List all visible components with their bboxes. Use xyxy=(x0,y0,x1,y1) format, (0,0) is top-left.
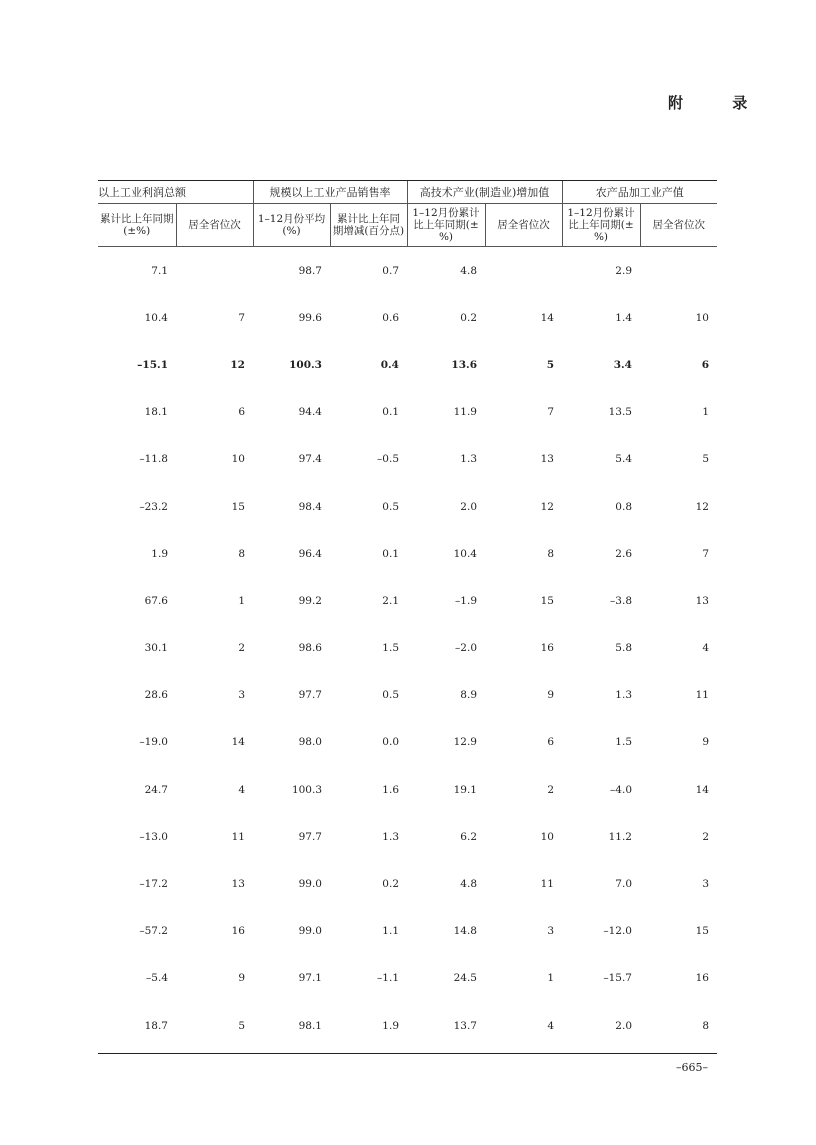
table-cell: –0.5 xyxy=(377,453,399,466)
table-cell: 14 xyxy=(540,311,554,324)
table-cell: 9 xyxy=(702,736,709,749)
table-cell: 1 xyxy=(547,972,554,985)
table-cell: 98.6 xyxy=(298,642,322,655)
table-cell: 0.2 xyxy=(460,311,477,324)
table-cell: 10 xyxy=(695,311,709,324)
table-cell: –17.2 xyxy=(139,878,168,891)
table-cell: 8 xyxy=(702,1019,709,1032)
table-cell: 1.3 xyxy=(615,689,632,702)
table-row xyxy=(98,294,717,341)
table-cell: 16 xyxy=(231,925,245,938)
table-row xyxy=(98,908,717,955)
table-cell: 67.6 xyxy=(144,594,168,607)
table-cell: 2.0 xyxy=(460,500,477,513)
table-cell: 1 xyxy=(238,594,245,607)
table-cell: 0.5 xyxy=(382,689,399,702)
table-row xyxy=(98,672,717,719)
subheader-agri-growth: 1–12月份累计比上年同期(±%) xyxy=(562,204,640,247)
table-cell: 97.7 xyxy=(298,689,322,702)
table-cell: 13 xyxy=(695,594,709,607)
table-cell: 16 xyxy=(695,972,709,985)
table-row xyxy=(98,483,717,530)
table-cell: 8 xyxy=(238,547,245,560)
table-cell: 24.7 xyxy=(144,783,168,796)
table-cell: 99.0 xyxy=(298,878,322,891)
table-cell: 13.7 xyxy=(453,1019,477,1032)
table-cell: –11.8 xyxy=(139,453,168,466)
table-cell: –1.1 xyxy=(377,972,399,985)
subheader-profit-growth: 累计比上年同期(±%) xyxy=(98,204,176,247)
table-cell: 1.3 xyxy=(460,453,477,466)
table-cell: 1.4 xyxy=(615,311,632,324)
table-cell: 7 xyxy=(238,311,245,324)
table-cell: 4 xyxy=(238,783,245,796)
table-row xyxy=(98,389,717,436)
table-cell: 5.4 xyxy=(615,453,632,466)
table-cell: 15 xyxy=(231,500,245,513)
table-cell: –12.0 xyxy=(603,925,632,938)
table-cell: 1 xyxy=(702,406,709,419)
table-cell: 13.5 xyxy=(608,406,632,419)
table-cell: 6 xyxy=(701,358,709,371)
table-cell: –13.0 xyxy=(139,830,168,843)
table-cell: 0.5 xyxy=(382,500,399,513)
table-cell: 0.0 xyxy=(382,736,399,749)
table-cell: 5 xyxy=(702,453,709,466)
table-cell: –4.0 xyxy=(610,783,632,796)
sub-header-row xyxy=(98,204,717,247)
table-cell: 12.9 xyxy=(453,736,477,749)
table-cell: –15.1 xyxy=(137,358,168,371)
table-cell: 1.5 xyxy=(382,642,399,655)
table-cell: 7 xyxy=(702,547,709,560)
table-cell: 100.3 xyxy=(291,783,322,796)
table-row xyxy=(98,625,717,672)
statistics-table-container xyxy=(98,180,717,1054)
table-cell: 14 xyxy=(231,736,245,749)
table-cell: 99.6 xyxy=(298,311,322,324)
subheader-sales-change: 累计比上年同期增减(百分点) xyxy=(330,204,407,247)
table-cell: 2 xyxy=(702,830,709,843)
table-row xyxy=(98,341,717,388)
table-cell: 5.8 xyxy=(615,642,632,655)
table-cell: –57.2 xyxy=(139,925,168,938)
group-header-sales-rate: 规模以上工业产品销售率 xyxy=(253,181,407,204)
table-cell: –15.7 xyxy=(603,972,632,985)
table-cell: 15 xyxy=(695,925,709,938)
group-header-agri: 农产品加工业产值 xyxy=(562,181,717,204)
table-cell: 13.6 xyxy=(451,358,477,371)
table-cell: 99.0 xyxy=(298,925,322,938)
table-cell xyxy=(176,247,253,295)
subheader-agri-rank: 居全省位次 xyxy=(640,204,717,247)
table-row xyxy=(98,247,717,295)
table-cell: 12 xyxy=(695,500,709,513)
table-cell: 3 xyxy=(547,925,554,938)
table-cell: 5 xyxy=(546,358,554,371)
table-cell: 100.3 xyxy=(289,358,322,371)
table-cell: 2.0 xyxy=(615,1019,632,1032)
table-cell: 0.4 xyxy=(380,358,399,371)
table-cell: 1.3 xyxy=(382,830,399,843)
table-cell: –1.9 xyxy=(455,594,477,607)
group-header-row xyxy=(98,181,717,204)
subheader-profit-rank: 居全省位次 xyxy=(176,204,253,247)
table-cell: 30.1 xyxy=(144,642,168,655)
table-cell: 1.1 xyxy=(382,925,399,938)
table-cell: 10 xyxy=(540,830,554,843)
table-cell: 11 xyxy=(695,689,709,702)
group-header-hightech: 高技术产业(制造业)增加值 xyxy=(407,181,562,204)
table-cell: 98.7 xyxy=(298,264,322,277)
subheader-hightech-growth: 1–12月份累计比上年同期(±%) xyxy=(407,204,485,247)
table-row xyxy=(98,860,717,907)
table-cell: 18.7 xyxy=(144,1019,168,1032)
table-cell: 96.4 xyxy=(298,547,322,560)
subheader-hightech-rank: 居全省位次 xyxy=(485,204,562,247)
table-cell: 10 xyxy=(231,453,245,466)
table-cell: 15 xyxy=(540,594,554,607)
table-cell: 16 xyxy=(540,642,554,655)
table-row xyxy=(98,436,717,483)
table-cell: –19.0 xyxy=(139,736,168,749)
table-cell: 98.0 xyxy=(298,736,322,749)
table-cell: 10.4 xyxy=(453,547,477,560)
table-cell: 11 xyxy=(231,830,245,843)
table-cell: 7 xyxy=(547,406,554,419)
table-cell: 19.1 xyxy=(453,783,477,796)
table-row xyxy=(98,1002,717,1049)
table-cell: 1.9 xyxy=(382,1019,399,1032)
table-cell: 0.1 xyxy=(382,547,399,560)
table-cell: 8.9 xyxy=(460,689,477,702)
table-cell: 12 xyxy=(540,500,554,513)
table-cell: 97.1 xyxy=(298,972,322,985)
running-head: 附 录 xyxy=(668,94,770,112)
table-cell: 6 xyxy=(238,406,245,419)
table-row xyxy=(98,766,717,813)
group-header-profit: 以上工业利润总额 xyxy=(98,181,253,204)
table-cell: 10.4 xyxy=(144,311,168,324)
table-cell: 11.9 xyxy=(453,406,477,419)
table-cell: 3.4 xyxy=(613,358,632,371)
table-cell: 94.4 xyxy=(298,406,322,419)
page-number: –665– xyxy=(676,1061,708,1074)
table-cell: 1.6 xyxy=(382,783,399,796)
table-row xyxy=(98,955,717,1002)
table-cell: –5.4 xyxy=(146,972,168,985)
table-row xyxy=(98,577,717,624)
table-cell: 9 xyxy=(238,972,245,985)
table-cell: 14.8 xyxy=(453,925,477,938)
table-cell: 14 xyxy=(695,783,709,796)
table-cell: 7.0 xyxy=(615,878,632,891)
table-cell xyxy=(640,247,717,295)
table-cell: 98.4 xyxy=(298,500,322,513)
table-cell: 11 xyxy=(540,878,554,891)
table-cell: 7.1 xyxy=(151,264,168,277)
table-cell: 9 xyxy=(547,689,554,702)
table-cell: –2.0 xyxy=(455,642,477,655)
table-cell: 3 xyxy=(238,689,245,702)
table-cell: 4 xyxy=(702,642,709,655)
table-body xyxy=(98,247,717,1050)
table-cell: –3.8 xyxy=(610,594,632,607)
table-cell: 0.2 xyxy=(382,878,399,891)
table-cell: 2 xyxy=(547,783,554,796)
table-cell: 97.4 xyxy=(298,453,322,466)
table-cell: 5 xyxy=(238,1019,245,1032)
table-cell: 97.7 xyxy=(298,830,322,843)
table-cell: 0.1 xyxy=(382,406,399,419)
table-row xyxy=(98,813,717,860)
table-cell: 2.1 xyxy=(382,594,399,607)
statistics-table xyxy=(98,180,717,1049)
table-cell: 18.1 xyxy=(144,406,168,419)
table-cell: 12 xyxy=(230,358,245,371)
subheader-sales-avg: 1–12月份平均(%) xyxy=(253,204,330,247)
table-cell: 28.6 xyxy=(144,689,168,702)
table-cell: 24.5 xyxy=(453,972,477,985)
table-cell: 6 xyxy=(547,736,554,749)
table-cell: 2.6 xyxy=(615,547,632,560)
table-cell: 99.2 xyxy=(298,594,322,607)
table-cell: 0.8 xyxy=(615,500,632,513)
table-cell: 4.8 xyxy=(460,878,477,891)
table-row xyxy=(98,530,717,577)
table-cell: 13 xyxy=(540,453,554,466)
table-cell: 1.9 xyxy=(151,547,168,560)
table-cell: 4 xyxy=(547,1019,554,1032)
table-cell: 3 xyxy=(702,878,709,891)
table-cell: 0.6 xyxy=(382,311,399,324)
table-cell: 2 xyxy=(238,642,245,655)
table-cell: 4.8 xyxy=(460,264,477,277)
table-cell: 2.9 xyxy=(615,264,632,277)
table-cell: 6.2 xyxy=(460,830,477,843)
table-cell: 13 xyxy=(231,878,245,891)
table-cell: –23.2 xyxy=(139,500,168,513)
table-bottom-rule xyxy=(98,1053,717,1054)
table-cell: 11.2 xyxy=(608,830,632,843)
table-cell: 0.7 xyxy=(382,264,399,277)
table-cell: 1.5 xyxy=(615,736,632,749)
table-cell: 8 xyxy=(547,547,554,560)
table-row xyxy=(98,719,717,766)
table-cell: 98.1 xyxy=(298,1019,322,1032)
table-cell xyxy=(485,247,562,295)
